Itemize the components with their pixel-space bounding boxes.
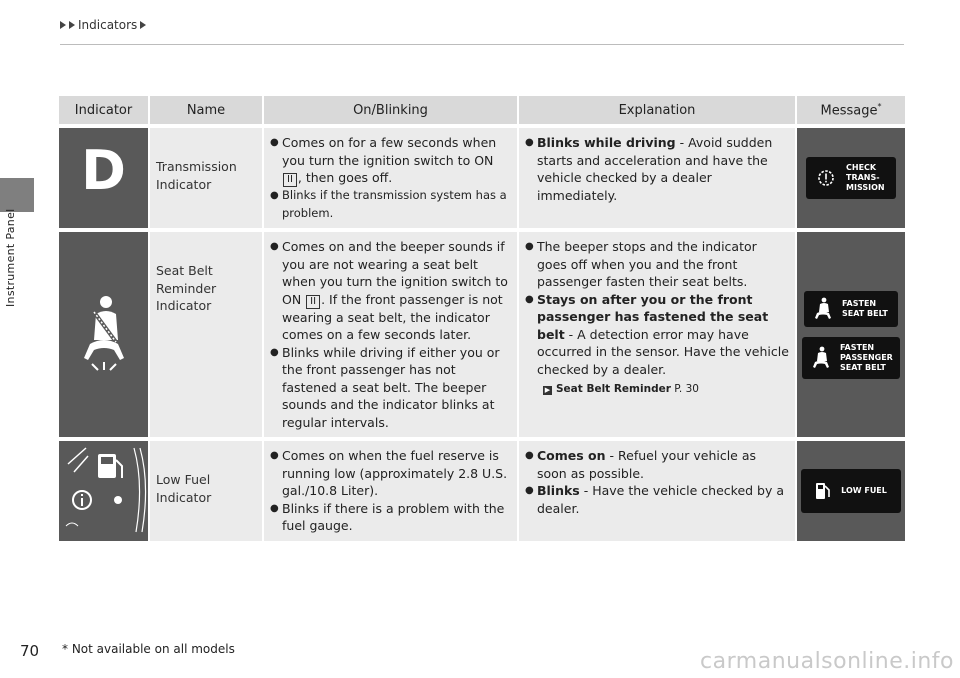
explanation-cell bbox=[519, 228, 797, 437]
indicator-cell bbox=[59, 124, 150, 228]
message-cell bbox=[797, 228, 905, 437]
message-text: FASTEN PASSENGER SEAT BELT bbox=[840, 342, 893, 372]
column-header-indicator: Indicator bbox=[59, 96, 150, 124]
indicator-name: Seat Belt Reminder Indicator bbox=[150, 228, 264, 437]
explanation-cell bbox=[519, 437, 797, 541]
reference-arrow-icon: ▶ bbox=[544, 386, 551, 394]
message-text: LOW FUEL bbox=[841, 485, 887, 495]
indicator-cell bbox=[59, 228, 150, 437]
fuel-pump-icon bbox=[815, 481, 831, 501]
list-item: ● Blinks if the transmission system has a problem. bbox=[270, 187, 511, 222]
message-display bbox=[801, 469, 901, 513]
column-header-name: Name bbox=[150, 96, 264, 124]
message-display bbox=[804, 291, 898, 327]
ignition-key-icon: II bbox=[283, 173, 297, 187]
seat-belt-icon bbox=[74, 292, 134, 372]
explanation-cell bbox=[519, 124, 797, 228]
column-header-message: Message* bbox=[797, 96, 905, 124]
seat-belt-icon bbox=[814, 297, 832, 321]
list-item: ● Comes on for a few seconds when you turn the ignition switch to ON II , then goes off. bbox=[270, 134, 511, 187]
table-row bbox=[59, 124, 905, 228]
ignition-key-icon: II bbox=[306, 295, 320, 309]
table-row bbox=[59, 228, 905, 437]
message-display bbox=[802, 337, 900, 379]
transmission-d-icon: D bbox=[81, 139, 126, 203]
breadcrumb-arrow-icon bbox=[60, 21, 66, 29]
message-cell bbox=[797, 124, 905, 228]
breadcrumb-label[interactable]: Indicators bbox=[78, 18, 138, 32]
message-display bbox=[806, 157, 896, 199]
list-item: ● Blinks while driving - Avoid sudden starts and acceleration and have the vehicle checked by a dealer immediately. bbox=[525, 134, 789, 204]
seat-belt-icon bbox=[812, 346, 830, 370]
breadcrumb-arrow-icon bbox=[140, 21, 146, 29]
message-text: FASTEN SEAT BELT bbox=[842, 298, 888, 318]
page-number: 70 bbox=[20, 642, 40, 660]
list-item: ● The beeper stops and the indicator goes off when you and the front passenger fasten their seat belts. bbox=[525, 238, 789, 291]
watermark: carmanualsonline.info bbox=[700, 649, 954, 674]
table-header-row bbox=[59, 96, 905, 124]
indicator-table bbox=[59, 96, 905, 541]
indicator-name: Transmission Indicator bbox=[150, 124, 264, 228]
list-item: ● Comes on and the beeper sounds if you are not wearing a seat belt when you turn the ignition switch to ON II . If the front passenger is not wearing a seat belt, the indicator comes on a few seconds later. bbox=[270, 238, 511, 344]
list-item: ● Blinks if there is a problem with the fuel gauge. bbox=[270, 500, 511, 535]
footnote: * Not available on all models bbox=[62, 642, 235, 656]
list-item: ● Blinks while driving if either you or the front passenger has not fastened a seat belt. The beeper sounds and the indicator blinks at regular intervals. bbox=[270, 344, 511, 432]
message-text: CHECK TRANS- MISSION bbox=[846, 163, 885, 192]
on-blinking-cell bbox=[264, 228, 519, 437]
column-header-on-blinking: On/Blinking bbox=[264, 96, 519, 124]
fuel-pump-icon bbox=[60, 444, 148, 534]
section-side-label: Instrument Panel bbox=[4, 208, 17, 307]
message-cell bbox=[797, 437, 905, 541]
on-blinking-cell bbox=[264, 124, 519, 228]
table-row bbox=[59, 437, 905, 541]
warning-gear-icon bbox=[816, 168, 836, 188]
cross-reference-link[interactable]: ▶ Seat Belt Reminder P. 30 bbox=[544, 383, 699, 395]
column-header-explanation: Explanation bbox=[519, 96, 797, 124]
list-item: ● Stays on after you or the front passenger has fastened the seat belt - A detection error may have occurred in the sensor. Have the vehicle checked by a dealer. bbox=[525, 291, 789, 379]
on-blinking-cell bbox=[264, 437, 519, 541]
indicator-cell bbox=[59, 437, 150, 541]
header-divider bbox=[60, 44, 904, 45]
list-item: ● Comes on when the fuel reserve is running low (approximately 2.8 U.S. gal./10.8 Liter). bbox=[270, 447, 511, 500]
indicator-name: Low Fuel Indicator bbox=[150, 437, 264, 541]
list-item: ● Comes on - Refuel your vehicle as soon as possible. bbox=[525, 447, 789, 482]
list-item: ● Blinks - Have the vehicle checked by a dealer. bbox=[525, 482, 789, 517]
breadcrumb-arrow-icon bbox=[69, 21, 75, 29]
breadcrumb bbox=[60, 18, 146, 32]
